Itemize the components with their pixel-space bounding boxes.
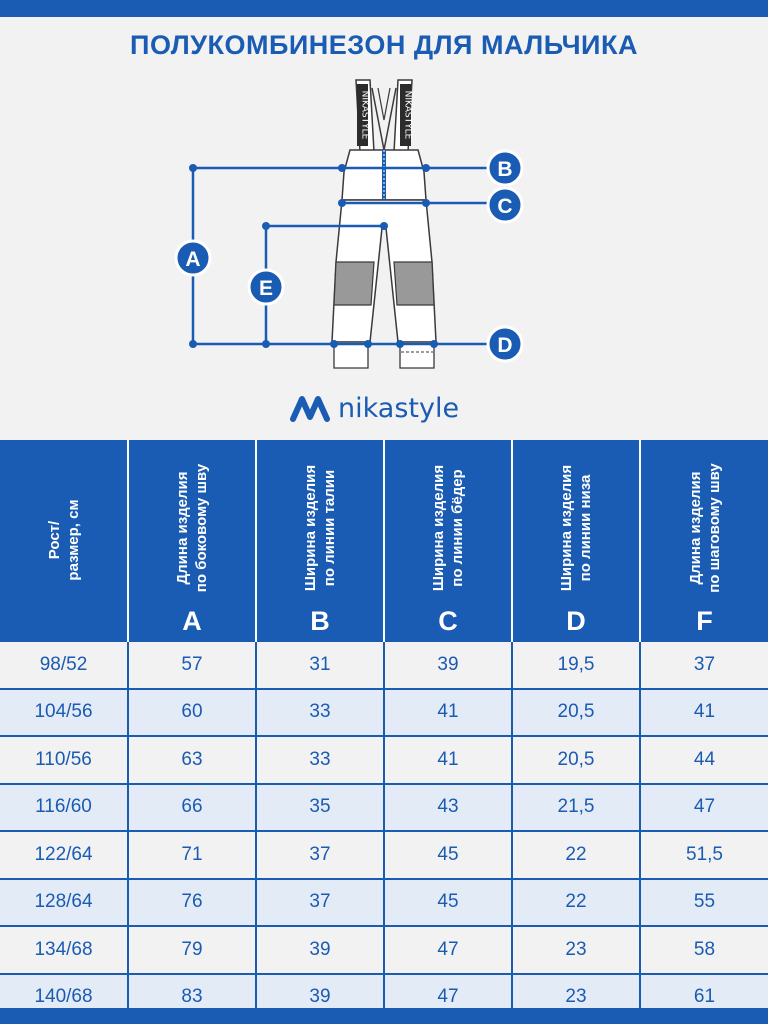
- header-col-b: Ширина изделия по линии талии B: [256, 440, 384, 641]
- cell-d: 20,5: [512, 689, 640, 737]
- header-col-f: Длина изделия по шаговому шву F: [640, 440, 768, 641]
- cell-d: 23: [512, 974, 640, 1021]
- header-letter: D: [566, 606, 586, 636]
- brand-wave-icon: [290, 391, 330, 425]
- cell-b: 31: [256, 641, 384, 689]
- marker-d-label: D: [497, 334, 513, 357]
- cell-a: 60: [128, 689, 256, 737]
- strap-right-text: NIKASTYLE: [402, 90, 413, 140]
- strap-left-text: NIKASTYLE: [359, 90, 370, 140]
- cell-c: 41: [384, 736, 512, 784]
- cell-b: 37: [256, 831, 384, 879]
- marker-b: [488, 151, 522, 185]
- cell-c: 45: [384, 831, 512, 879]
- strap-left: [356, 80, 374, 152]
- header-letter: C: [438, 606, 458, 636]
- table-header-row: [0, 440, 768, 641]
- cell-d: 19,5: [512, 641, 640, 689]
- cell-f: 47: [640, 784, 768, 832]
- cell-d: 22: [512, 879, 640, 927]
- marker-d: [488, 327, 522, 361]
- overalls-diagram: [0, 0, 768, 385]
- cell-b: 33: [256, 689, 384, 737]
- cell-b: 39: [256, 926, 384, 974]
- marker-a-label: A: [185, 248, 201, 271]
- cell-size: 104/56: [0, 689, 128, 737]
- cell-f: 51,5: [640, 831, 768, 879]
- brand-logo: [290, 388, 459, 428]
- cell-a: 71: [128, 831, 256, 879]
- header-letter: F: [696, 606, 713, 636]
- cell-a: 79: [128, 926, 256, 974]
- cell-b: 35: [256, 784, 384, 832]
- cell-size: 98/52: [0, 641, 128, 689]
- table-row: [0, 926, 768, 974]
- marker-e: [249, 270, 283, 304]
- cell-a: 83: [128, 974, 256, 1021]
- marker-b-label: B: [497, 158, 513, 181]
- header-letter: B: [310, 606, 330, 636]
- cell-a: 57: [128, 641, 256, 689]
- cell-f: 44: [640, 736, 768, 784]
- header-letter: A: [182, 606, 202, 636]
- cell-size: 134/68: [0, 926, 128, 974]
- table-row: [0, 689, 768, 737]
- table-row: [0, 784, 768, 832]
- table-row: [0, 879, 768, 927]
- size-table: [0, 440, 768, 1020]
- cell-c: 43: [384, 784, 512, 832]
- table-row: [0, 831, 768, 879]
- cell-c: 41: [384, 689, 512, 737]
- cell-f: 58: [640, 926, 768, 974]
- cell-b: 37: [256, 879, 384, 927]
- cell-b: 33: [256, 736, 384, 784]
- cell-a: 76: [128, 879, 256, 927]
- cell-a: 66: [128, 784, 256, 832]
- header-col-c: Ширина изделия по линии бёдер C: [384, 440, 512, 641]
- marker-a: [176, 241, 210, 275]
- cell-b: 39: [256, 974, 384, 1021]
- cell-d: 20,5: [512, 736, 640, 784]
- cell-c: 47: [384, 974, 512, 1021]
- cell-size: 110/56: [0, 736, 128, 784]
- brand-name: nikastyle: [338, 392, 460, 424]
- cell-d: 21,5: [512, 784, 640, 832]
- marker-c-label: C: [497, 195, 513, 218]
- marker-e-label: E: [258, 277, 274, 300]
- cell-f: 55: [640, 879, 768, 927]
- marker-c: [488, 188, 522, 222]
- cell-d: 23: [512, 926, 640, 974]
- knee-patch-right: [394, 262, 434, 305]
- header-height-size: Рост/ размер, см: [0, 440, 128, 641]
- page-title: ПОЛУКОМБИНЕЗОН ДЛЯ МАЛЬЧИКА: [130, 30, 638, 60]
- cell-a: 63: [128, 736, 256, 784]
- header-col-d: Ширина изделия по линии низа D: [512, 440, 640, 641]
- cell-size: 122/64: [0, 831, 128, 879]
- cell-c: 39: [384, 641, 512, 689]
- knee-patch-left: [334, 262, 374, 305]
- cell-size: 128/64: [0, 879, 128, 927]
- cell-c: 45: [384, 879, 512, 927]
- cell-f: 61: [640, 974, 768, 1021]
- bottom-bar: [0, 1008, 768, 1024]
- cell-f: 41: [640, 689, 768, 737]
- cell-d: 22: [512, 831, 640, 879]
- cell-size: 140/68: [0, 974, 128, 1021]
- cell-f: 37: [640, 641, 768, 689]
- cell-c: 47: [384, 926, 512, 974]
- table-row: [0, 641, 768, 689]
- table-row: [0, 736, 768, 784]
- strap-right: [394, 80, 413, 152]
- header-col-a: Длина изделия по боковому шву A: [128, 440, 256, 641]
- cell-size: 116/60: [0, 784, 128, 832]
